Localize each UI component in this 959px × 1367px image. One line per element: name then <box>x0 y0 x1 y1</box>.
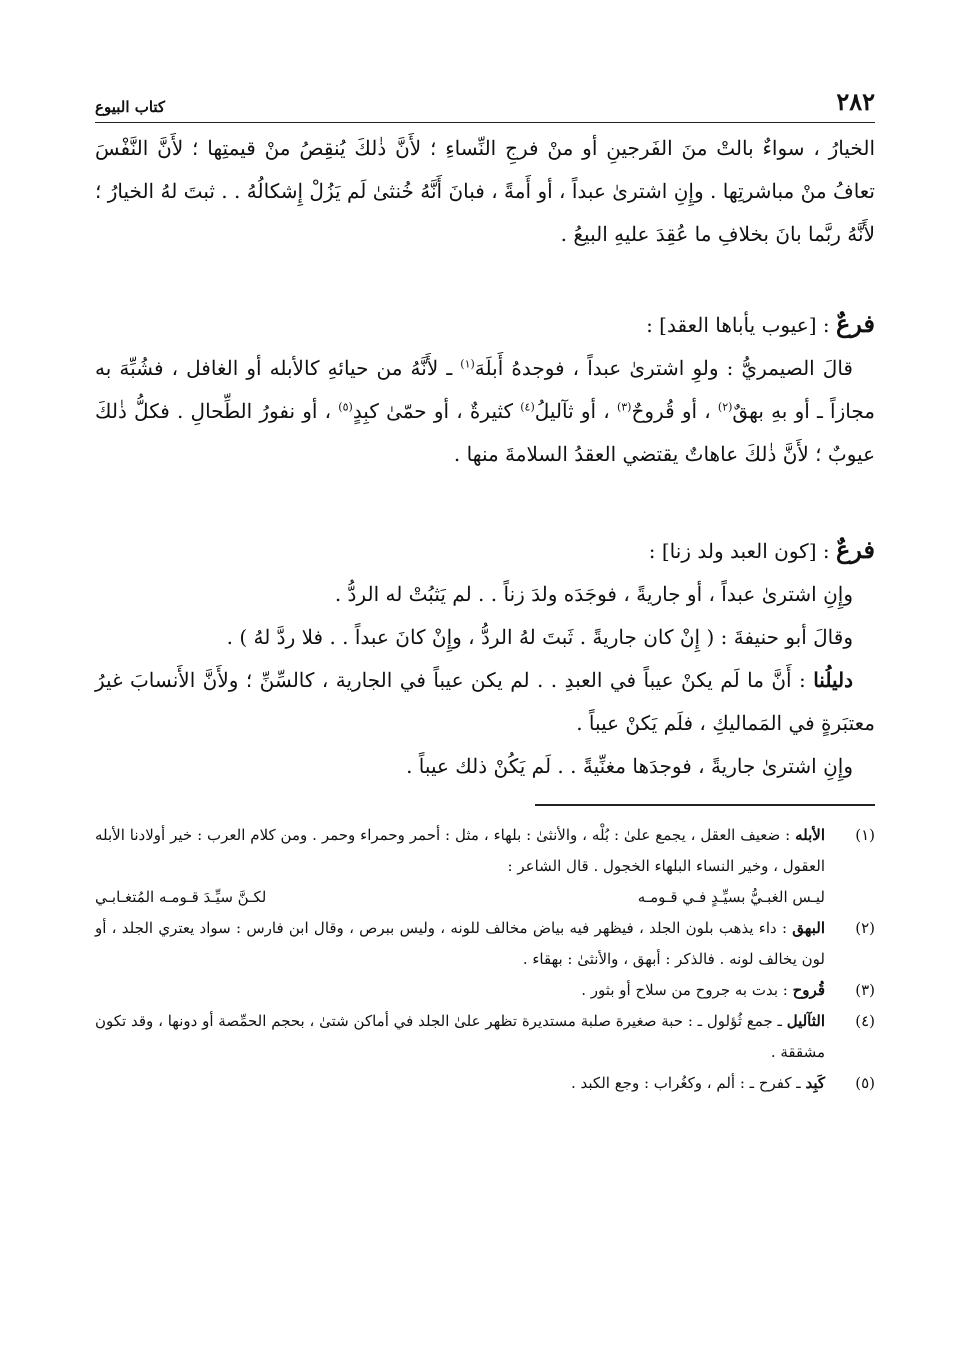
footnote-5 <box>95 1068 875 1099</box>
footnote-term: الثآليل <box>786 1012 825 1030</box>
text-segment: ـ لأَنَّهُ من حيائهِ كالأبله أو الغافل ، فشُبِّهَ به مجازاً ـ أو بهِ بهقٌ <box>95 356 875 423</box>
footnote-text <box>95 1006 825 1068</box>
daleel-label: دليلُنا <box>813 668 853 692</box>
section-title-2: : [كون العبد ولد زنا] : <box>648 539 830 563</box>
footnote-ref-4[interactable]: (٤) <box>520 400 535 414</box>
footnote-term: كَبِد <box>805 1074 825 1092</box>
section-heading-2 <box>95 528 875 573</box>
footnote-body: : بدت به جروح من سلاح أو بثور . <box>581 981 793 999</box>
page-number: ٢٨٢ <box>836 87 875 116</box>
text-segment: كثيرةٌ ، أو حمّىٰ كبِدٍ <box>352 399 521 423</box>
section-1-paragraph <box>95 347 875 476</box>
section-2-line-2: وقالَ أبو حنيفةَ : ( إِنْ كان جاريةً . ثَبتَ لهُ الردُّ ، وإِنْ كانَ عبداً . . فلا ردَّ لهُ ) . <box>226 625 853 649</box>
far-label-2: فرعٌ <box>835 535 875 564</box>
footnote-1 <box>95 820 875 882</box>
footnote-ref-5[interactable]: (٥) <box>338 400 353 414</box>
footnote-text <box>95 820 825 882</box>
section-2-daleel <box>95 659 875 745</box>
footnote-body: : ضعيف العقل ، يجمع علىٰ : بُلْه ، والأنثىٰ : بلهاء ، مثل : أحمر وحمراء وحمر . ومن كلام العرب : خير أولادنا الأبله العقول ، وخير النساء البلهاء الخجول . قال الشاعر : <box>95 826 825 875</box>
text-segment: ، أو نفورُ الطِّحالِ . فكلُّ ذٰلكَ عيوبٌ ؛ لأَنَّ ذٰلكَ عاهاتٌ يقتضي العقدُ السلامةَ منها . <box>95 399 875 466</box>
page-header <box>95 80 875 123</box>
footnote-term: قُروح <box>792 981 825 999</box>
footnote-number: (١) <box>855 826 875 844</box>
footnote-2 <box>95 913 875 975</box>
poem-hemistich-1: ليـس الغبـيُّ بسيِّـدٍ فـي قـومـه <box>637 888 825 906</box>
footnote-number: (٣) <box>855 981 875 999</box>
page <box>95 80 875 1099</box>
footnote-number: (٥) <box>855 1074 875 1092</box>
section-2-line-4: وإِنِ اشترىٰ جاريةً ، فوجدَها مغنِّيةً . . لَم يَكُنْ ذلك عيباً . <box>406 754 853 778</box>
footnote-ref-3[interactable]: (٣) <box>616 400 632 414</box>
footnote-text <box>95 975 825 1006</box>
poem-hemistich-2: لكـنَّ سيِّـدَ قـومـه المُتغـابـي <box>95 888 267 906</box>
footnote-number: (٢) <box>855 919 875 937</box>
footnotes <box>95 820 875 1099</box>
footnote-body: ـ جمع ثُؤلول ـ : حبة صغيرة صلبة مستديرة تظهر علىٰ الجلد في أماكن شتىٰ ، بحجم الحمِّصة أو دونها ، وقد تكون مشققة . <box>95 1012 825 1061</box>
footnote-term: البهق <box>792 919 825 937</box>
text-segment: ، أو قُروحٌ <box>631 399 718 423</box>
footnote-term: الأبله <box>795 826 825 844</box>
section-heading-1 <box>95 302 875 347</box>
footnote-3 <box>95 975 875 1006</box>
footnote-text <box>95 913 825 975</box>
footnote-body: : داء يذهب بلون الجلد ، فيظهر فيه بياض مخالف للونه ، وليس ببرص ، وقال ابن فارس : سواد يعتري الجلد ، أو لون يخالف لونه . فالذكر : أبهق ، والأنثىٰ : بهقاء . <box>95 919 825 968</box>
footnote-ref-2[interactable]: (٢) <box>717 400 733 414</box>
text-segment: ، أو ثآليلُ <box>534 399 617 423</box>
footnote-body: ـ كفرح ـ : ألم ، وكغُراب : وجع الكبد . <box>570 1074 806 1092</box>
running-title: كتاب البيوع <box>95 98 166 116</box>
text-segment: قالَ الصيمريُّ : ولوِ اشترىٰ عبداً ، فوجدهُ أَبلَهَ <box>474 356 853 380</box>
footnote-divider <box>535 804 875 806</box>
footnote-ref-1[interactable]: (١) <box>460 357 475 371</box>
footnote-text <box>95 1068 825 1099</box>
footnote-4 <box>95 1006 875 1068</box>
main-text <box>95 127 875 788</box>
far-label-1: فرعٌ <box>835 309 875 338</box>
paragraph-1: الخيارُ ، سواءٌ بالتْ منَ الفَرجينِ أو منْ فرجِ النِّساءِ ؛ لأَنَّ ذٰلكَ يُنقِصُ منْ قيمتِها ؛ لأَنَّ النَّفْسَ تعافُ منْ مباشرتِها . وإِنِ اشترىٰ عبداً ، أو أَمةً ، فبانَ أَنَّهُ خُنثىٰ لَم يَزُلْ إِشكالُهُ . . ثبتَ لهُ الخيارُ ؛ لأَنَّهُ ربَّما بانَ بخلافِ ما عُقِدَ عليهِ البيعُ . <box>95 136 875 246</box>
poem-verse <box>95 882 875 913</box>
footnote-number: (٤) <box>855 1012 875 1030</box>
daleel-text: : أَنَّ ما لَم يكنْ عيباً في العبدِ . . لم يكن عيباً في الجارية ، كالسِّنِّ ؛ ولأَنَّ الأَنسابَ غيرُ معتبَرةٍ في المَماليكِ ، فلَم يَكنْ عيباً . <box>95 668 875 735</box>
section-title-1: : [عيوب يأباها العقد] : <box>646 313 830 337</box>
section-2-line-1: وإِنِ اشترىٰ عبداً ، أو جاريةً ، فوجَدَه ولدَ زناً . . لم يَثبُتْ له الردُّ . <box>334 582 853 606</box>
